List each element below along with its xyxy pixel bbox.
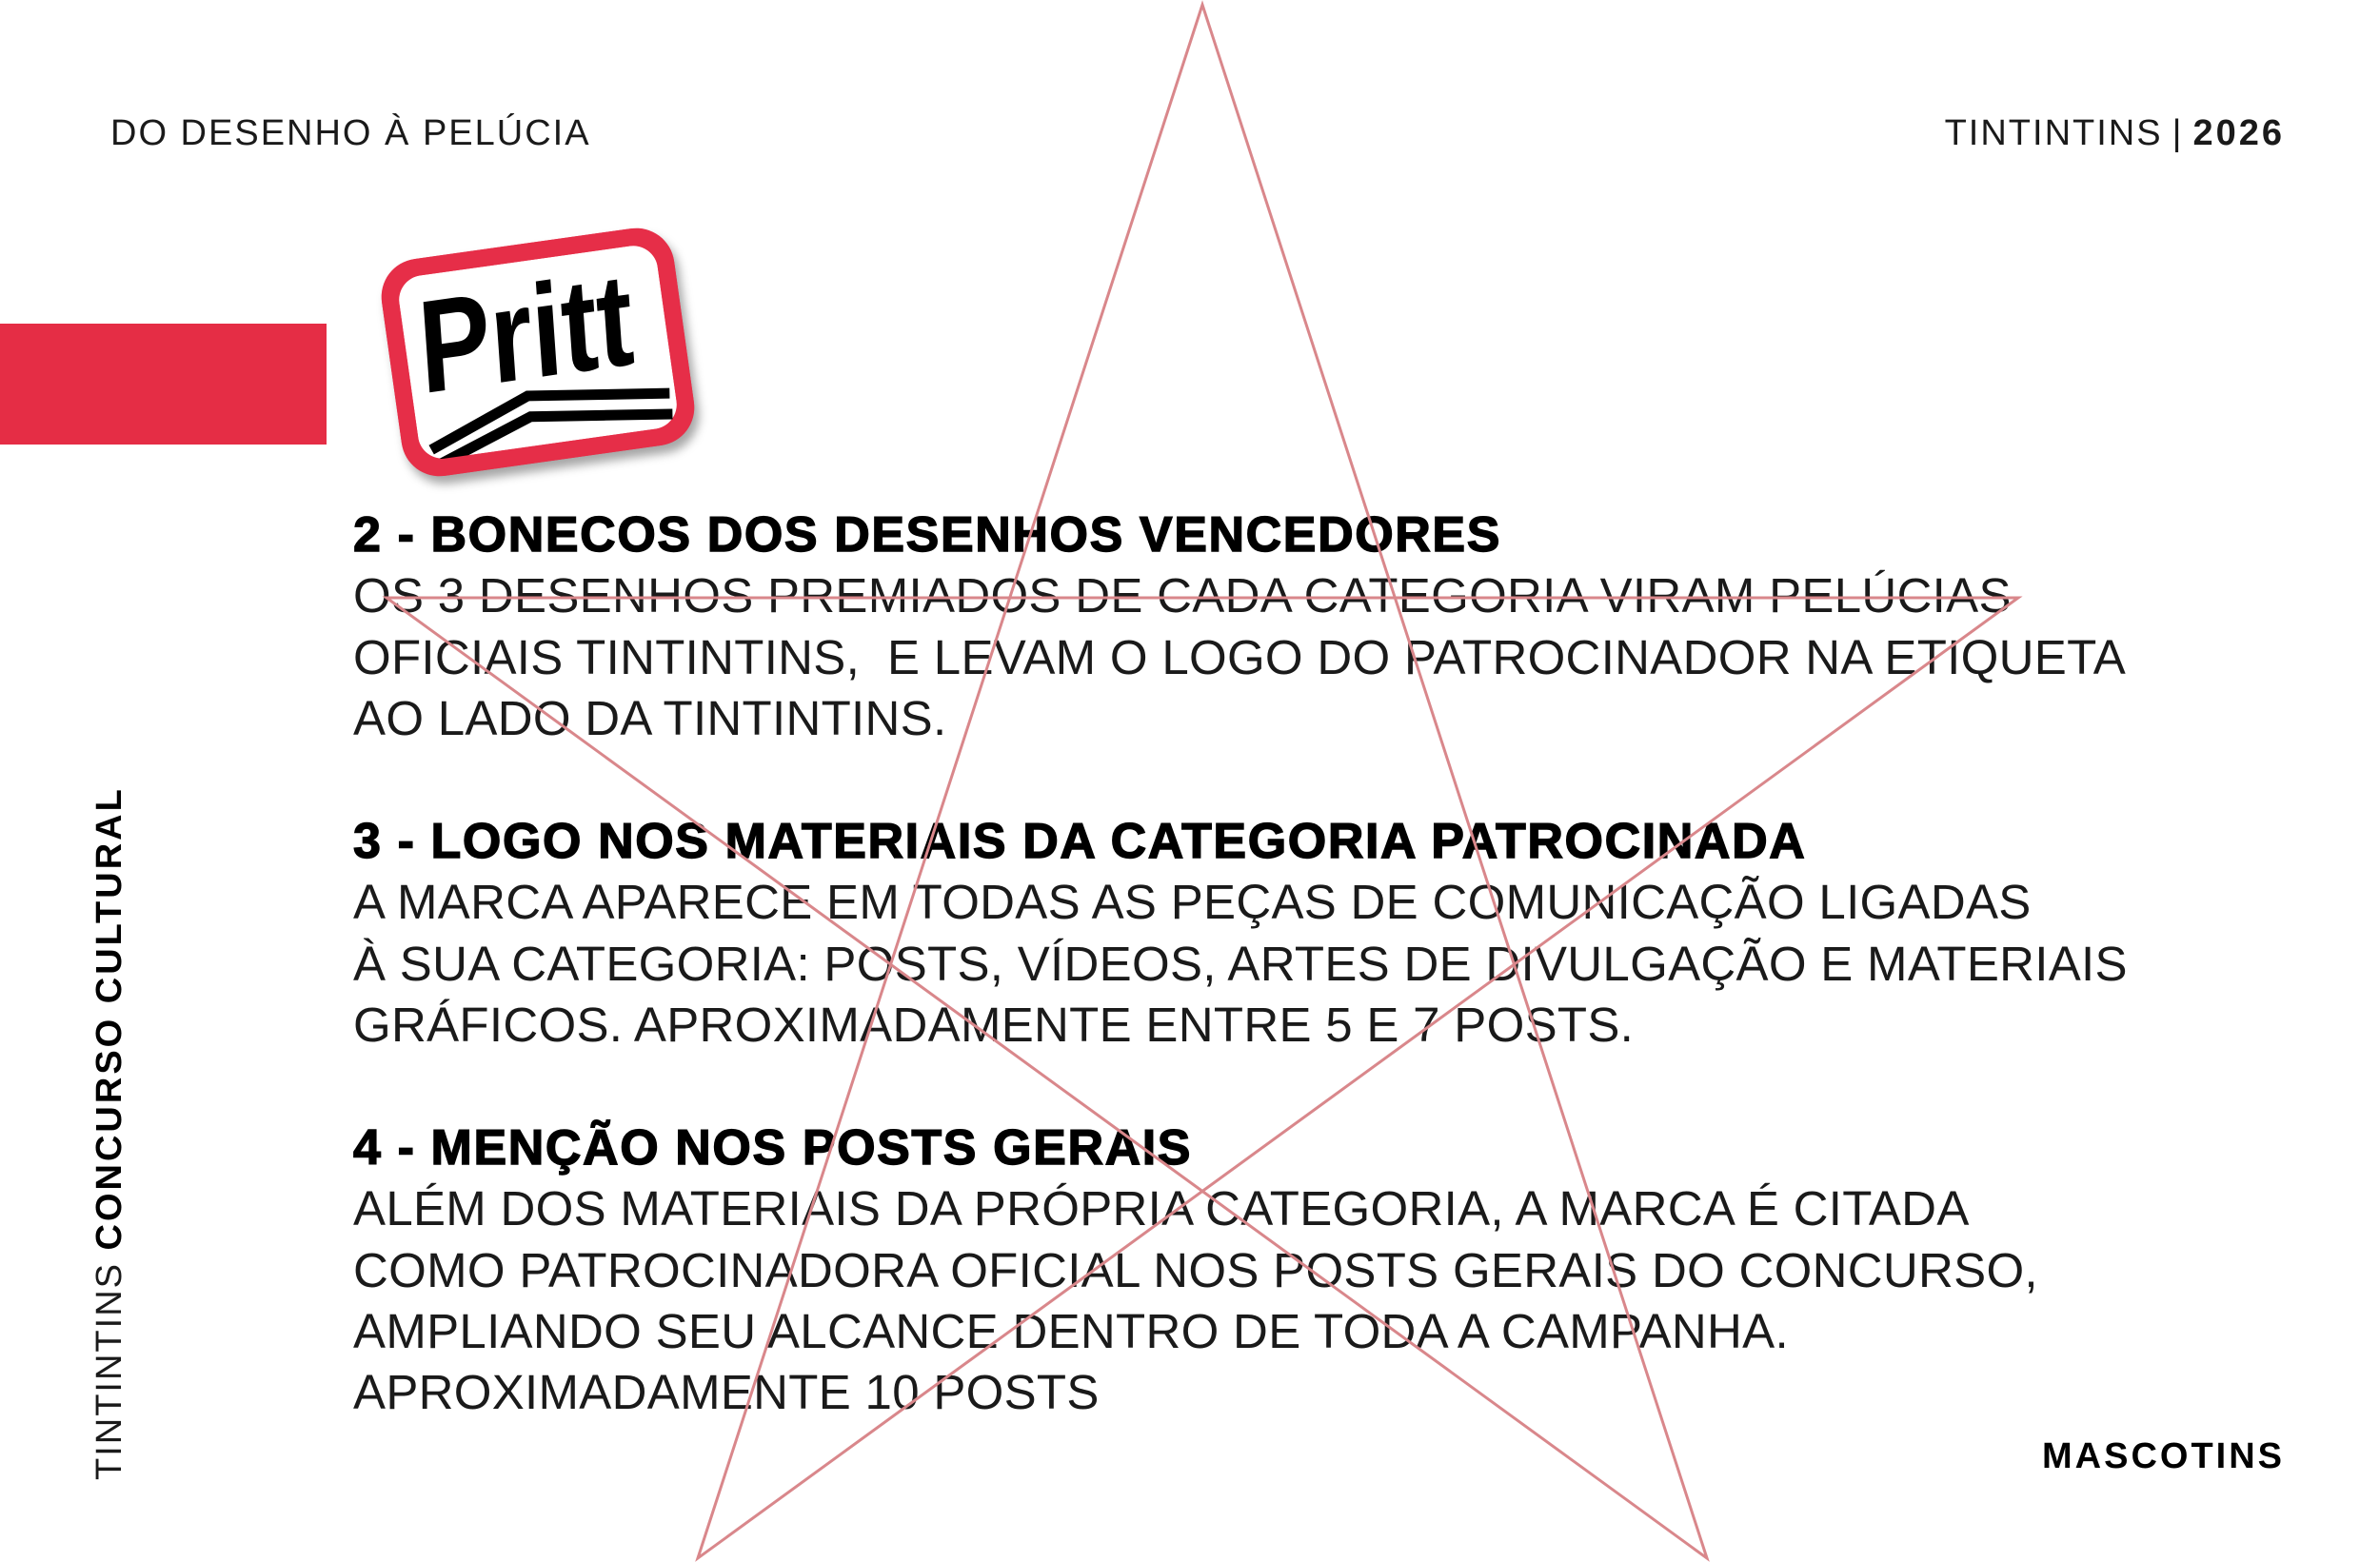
benefit-heading: 4 - MENÇÃO NOS POSTS GERAIS (353, 1119, 1193, 1176)
header-separator: | (2172, 113, 2184, 153)
benefit-text-line: APROXIMADAMENTE 10 POSTS (353, 1365, 1100, 1420)
pritt-logo-icon (362, 200, 714, 500)
side-vertical-label (91, 786, 128, 1480)
benefit-text-line: AMPLIANDO SEU ALCANCE DENTRO DE TODA A CAMPANHA. (353, 1304, 1789, 1359)
logo-wordmark: Pritt (414, 239, 685, 423)
pritt-logo (362, 200, 714, 500)
benefit-heading: 3 - LOGO NOS MATERIAIS DA CATEGORIA PATROCINADA (353, 813, 1807, 869)
header-brand-name: TINTINTINS (1944, 113, 2163, 153)
header-right-brand (1945, 115, 2285, 151)
benefit-section (353, 504, 2257, 750)
header-left-title: DO DESENHO À PELÚCIA (110, 113, 591, 153)
benefit-text-line: À SUA CATEGORIA: POSTS, VÍDEOS, ARTES DE DIVULGAÇÃO E MATERIAIS (353, 936, 2128, 991)
benefit-text-line: ALÉM DOS MATERIAIS DA PRÓPRIA CATEGORIA, A MARCA É CITADA (353, 1181, 1970, 1236)
sponsorship-benefits (353, 504, 2257, 1485)
side-label-light: TINTINTINS (89, 1262, 129, 1480)
benefit-section (353, 811, 2257, 1057)
side-label-bold: CONCURSO CULTURAL (89, 786, 129, 1251)
header-year: 2026 (2192, 113, 2285, 153)
accent-red-bar (0, 324, 327, 445)
benefit-text-line: A MARCA APARECE EM TODAS AS PEÇAS DE COMUNICAÇÃO LIGADAS (353, 875, 2032, 930)
benefit-text-line: AO LADO DA TINTINTINS. (353, 691, 947, 746)
benefit-heading: 2 - BONECOS DOS DESENHOS VENCEDORES (353, 507, 1501, 563)
benefit-section (353, 1117, 2257, 1424)
benefit-text-line: COMO PATROCINADORA OFICIAL NOS POSTS GERAIS DO CONCURSO, (353, 1242, 2038, 1297)
benefit-text-line: GRÁFICOS. APROXIMADAMENTE ENTRE 5 E 7 POSTS. (353, 998, 1635, 1053)
footer-right-label: MASCOTINS (2042, 1436, 2285, 1476)
benefit-text-line: OFICIAIS TINTINTINS, E LEVAM O LOGO DO PATROCINADOR NA ETIQUETA (353, 629, 2127, 684)
benefit-text-line: OS 3 DESENHOS PREMIADOS DE CADA CATEGORIA VIRAM PELÚCIAS (353, 568, 2012, 623)
